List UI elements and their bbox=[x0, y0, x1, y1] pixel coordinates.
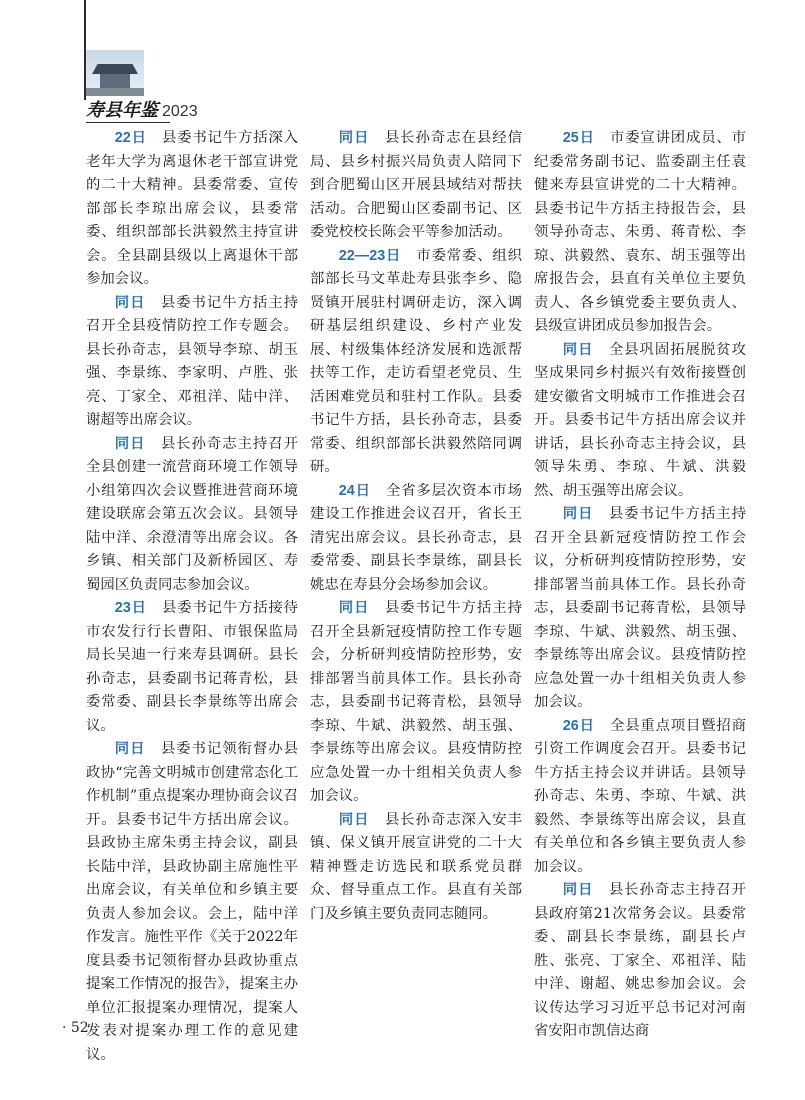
entry-text: 县委书记牛方括主持召开全县疫情防控工作专题会。县长孙奇志，县领导李琼、胡玉强、李景练、李家明、卢胜、张亮、丁家全、邓祖洋、陆中洋、谢超等出席会议。 bbox=[86, 294, 298, 428]
entry-text: 县长孙奇志在县经信局、县乡村振兴局负责人陪同下到合肥蜀山区开展县域结对帮扶活动。合肥蜀山区委副书记、区委党校校长陈会平等参加活动。 bbox=[310, 130, 522, 240]
entry-date: 同日 bbox=[562, 882, 594, 898]
entry bbox=[534, 503, 746, 715]
entry-date: 同日 bbox=[114, 435, 146, 452]
entry-text: 县长孙奇志主持召开县政府第21次常务会议。县委常委、副县长李景练，副县长卢胜、张亮、丁家全、邓祖洋、陆中洋、谢超、姚忠参加会议。会议传达学习习近平总书记对河南省安阳市凯信达商 bbox=[534, 882, 746, 1039]
entry-text: 县委书记牛方括接待市农发行行长曹阳、市银保监局局长吴迪一行来寿县调研。县长孙奇志，县委副书记蒋青松，县委常委、副县长李景练等出席会议。 bbox=[86, 600, 298, 734]
entry-text: 县委书记牛方括深入老年大学为离退休老干部宣讲党的二十大精神。县委常委、宣传部部长李琼出席会议，县委常委、组织部部长洪毅然主持宣讲会。全县副县级以上离退休干部参加会议。 bbox=[86, 130, 298, 287]
entry bbox=[534, 127, 746, 339]
entry-text: 县委书记牛方括主持召开全县新冠疫情防控工作专题会，分析研判疫情防控形势，安排部署当前具体工作。县长孙奇志，县委副书记蒋青松，县领导李琼、牛斌、洪毅然、胡玉强、李景练等出席会议。县疫情防控应急处置一办十组相关负责人参加会议。 bbox=[310, 600, 522, 804]
entry bbox=[86, 738, 298, 1067]
entry-text: 市委宣讲团成员、市纪委常务副书记、监委副主任袁健来寿县宣讲党的二十大精神。县委书记牛方括主持报告会，县领导孙奇志、朱勇、蒋青松、李琼、洪毅然、袁东、胡玉强等出席报告会，县直有关单位主要负责人、各乡镇党委主要负责人、县级宣讲团成员参加报告会。 bbox=[534, 130, 746, 334]
header-underline bbox=[86, 122, 170, 123]
entry-text: 县长孙奇志主持召开全县创建一流营商环境工作领导小组第四次会议暨推进营商环境建设联席会第五次会议。县领导陆中洋、余澄清等出席会议。各乡镇、相关部门及新桥园区、寿蜀园区负责同志参加会议。 bbox=[86, 435, 298, 593]
page-number: · 52 · bbox=[62, 1020, 98, 1036]
entry bbox=[86, 292, 298, 433]
entry bbox=[310, 480, 522, 598]
yearbook-title: 寿县年鉴 bbox=[86, 100, 158, 121]
entry bbox=[86, 127, 298, 292]
entry bbox=[534, 879, 746, 1044]
entry-date: 同日 bbox=[562, 341, 594, 358]
entry-date: 同日 bbox=[338, 811, 370, 828]
entry bbox=[534, 339, 746, 504]
text-column-2 bbox=[310, 127, 522, 926]
entry bbox=[86, 433, 298, 598]
entry-text: 全县重点项目暨招商引资工作调度会召开。县委书记牛方括主持会议并讲话。县领导孙奇志、朱勇、李琼、牛斌、洪毅然、李景练等出席会议，县直有关单位和各乡镇主要负责人参加会议。 bbox=[534, 717, 746, 875]
entry-date: 24日 bbox=[338, 482, 371, 499]
entry-date: 25日 bbox=[562, 130, 595, 146]
entry-date: 同日 bbox=[562, 506, 594, 522]
entry-date: 22日 bbox=[114, 130, 147, 146]
entry-text: 全县巩固拓展脱贫攻坚成果同乡村振兴有效衔接暨创建安徽省文明城市工作推进会召开。县委书记牛方括出席会议并讲话，县长孙奇志主持会议，县领导朱勇、李琼、牛斌、洪毅然、胡玉强等出席会议。 bbox=[534, 341, 746, 499]
entry-date: 同日 bbox=[114, 294, 146, 311]
entry bbox=[310, 245, 522, 480]
entry-text: 县委书记牛方括主持召开全县新冠疫情防控工作会议，分析研判疫情防控形势，安排部署当前具体工作。县长孙奇志，县委副书记蒋青松，县领导李琼、牛斌、洪毅然、胡玉强、李景练等出席会议。县疫情防控应急处置一办十组相关负责人参加会议。 bbox=[534, 506, 746, 710]
entry-date: 23日 bbox=[114, 600, 147, 616]
entry-date: 22—23日 bbox=[338, 247, 402, 264]
entry-text: 全省多层次资本市场建设工作推进会议召开，省长王清宪出席会议。县长孙奇志，县委常委、副县长李景练，副县长姚忠在寿县分会场参加会议。 bbox=[310, 482, 522, 593]
entry-date: 同日 bbox=[114, 741, 146, 757]
entry-date: 同日 bbox=[338, 130, 370, 146]
entry-date: 26日 bbox=[562, 717, 595, 734]
entry-text: 县委书记领衔督办县政协“完善文明城市创建常态化工作机制”重点提案办理协商会议召开。县委书记牛方括出席会议。县政协主席朱勇主持会议，副县长陆中洋，县政协副主席施性平出席会议，有关单位和乡镇主要负责人参加会议。会上，陆中洋作发言。施性平作《关于2022年度县委书记领衔督办县政协重点提案工作情况的报告》，提案主办单位汇报提案办理情况，提案人发表对提案办理工作的意见建议。 bbox=[86, 741, 298, 1063]
entry bbox=[310, 127, 522, 245]
text-column-1 bbox=[86, 127, 298, 1067]
entry bbox=[310, 597, 522, 809]
running-header bbox=[86, 96, 198, 120]
entry bbox=[310, 809, 522, 927]
entry bbox=[86, 597, 298, 738]
yearbook-year: 2023 bbox=[162, 103, 198, 120]
text-column-3 bbox=[534, 127, 746, 1044]
entry-text: 市委常委、组织部部长马文革赴寿县张李乡、隐贤镇开展驻村调研走访，深入调研基层组织建设、乡村产业发展、村级集体经济发展和选派帮扶等工作，走访看望老党员、生活困难党员和驻村工作队。县委书记牛方括，县长孙奇志，县委常委、组织部部长洪毅然陪同调研。 bbox=[310, 247, 522, 475]
entry-text: 县长孙奇志深入安丰镇、保义镇开展宣讲党的二十大精神暨走访选民和联系党员群众、督导重点工作。县直有关部门及乡镇主要负责同志随同。 bbox=[310, 811, 522, 922]
entry bbox=[534, 715, 746, 880]
entry-date: 同日 bbox=[338, 600, 370, 616]
header-city-gate-image bbox=[86, 50, 144, 96]
